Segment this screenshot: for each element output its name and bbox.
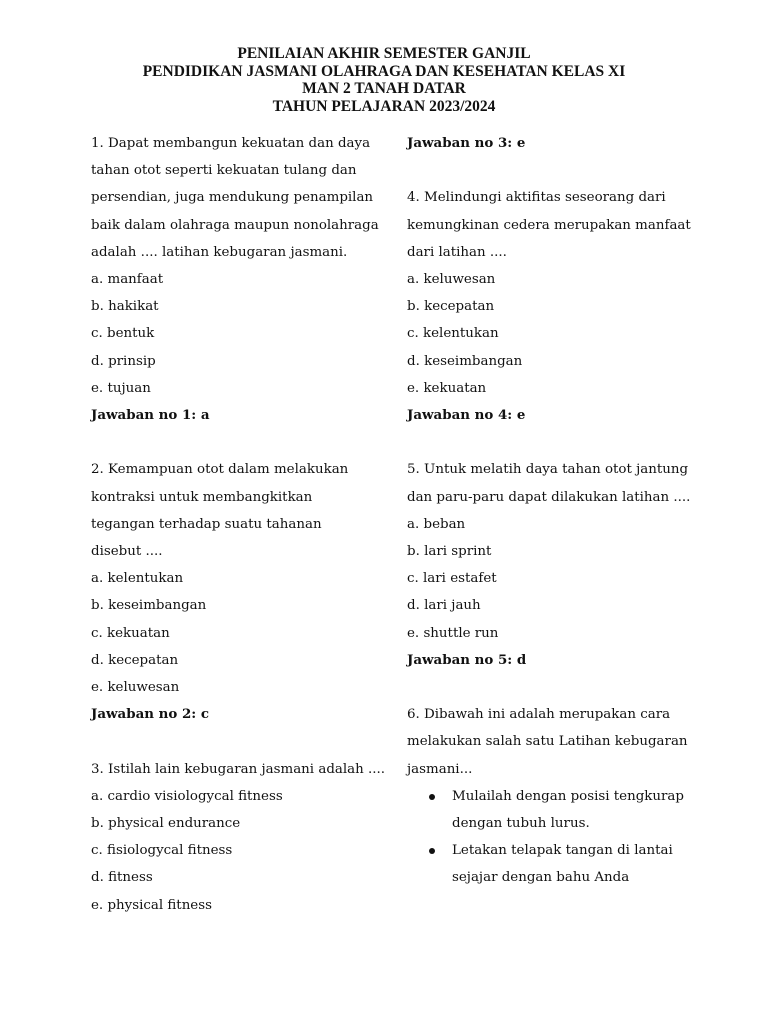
answer-option: b. keseimbangan	[91, 598, 207, 614]
question-text: jasmani...	[407, 761, 473, 777]
answer-key: Jawaban no 5: d	[407, 651, 527, 668]
answer-option: d. fitness	[91, 870, 153, 886]
header-subject: PENDIDIKAN JASMANI OLAHRAGA DAN KESEHATAN KELAS XI	[142, 62, 626, 80]
answer-option: b. lari sprint	[407, 544, 492, 560]
spacer	[91, 728, 391, 755]
question-text: 4. Melindungi aktifitas seseorang dari	[407, 190, 666, 206]
answer-option: a. manfaat	[91, 272, 164, 288]
answer-option: d. keseimbangan	[407, 353, 523, 369]
answer-option: e. shuttle run	[407, 625, 499, 641]
question-text: melakukan salah satu Latihan kebugaran	[407, 734, 688, 750]
answer-option: d. prinsip	[91, 353, 156, 369]
question-1	[91, 130, 391, 429]
answer-option: b. physical endurance	[91, 816, 241, 832]
header-year: TAHUN PELAJARAN 2023/2024	[272, 97, 496, 115]
left-column	[91, 130, 391, 919]
right-column	[407, 130, 707, 892]
question-text: dan paru-paru dapat dilakukan latihan ....	[407, 489, 691, 505]
step-text: dengan tubuh lurus.	[452, 816, 590, 832]
step-text: Mulailah dengan posisi tengkurap	[452, 788, 684, 804]
step-list	[407, 783, 707, 892]
answer-option: e. keluwesan	[91, 680, 180, 696]
spacer	[91, 429, 391, 456]
list-item	[407, 837, 707, 891]
spacer	[407, 674, 707, 701]
answer-key: Jawaban no 1: a	[91, 407, 210, 424]
answer-option: c. lari estafet	[407, 571, 497, 587]
answer-option: e. tujuan	[91, 380, 151, 396]
step-text: sejajar dengan bahu Anda	[452, 870, 630, 886]
question-2	[91, 456, 391, 728]
question-text: disebut ....	[91, 544, 163, 560]
document-header	[0, 45, 768, 115]
answer-option: d. kecepatan	[91, 652, 179, 668]
answer-option: a. kelentukan	[91, 571, 184, 587]
header-school: MAN 2 TANAH DATAR	[302, 80, 466, 97]
question-text: 1. Dapat membangun kekuatan dan daya	[91, 136, 371, 151]
answer-option: c. kelentukan	[407, 326, 499, 342]
header-title: PENILAIAN AKHIR SEMESTER GANJIL	[237, 45, 531, 62]
answer-key: Jawaban no 3: e	[407, 135, 526, 151]
question-text: kemungkinan cedera merupakan manfaat	[407, 217, 691, 233]
question-text: adalah .... latihan kebugaran jasmani.	[91, 244, 348, 260]
answer-option: a. beban	[407, 516, 466, 532]
answer-option: c. bentuk	[91, 326, 155, 342]
answer-option: b. hakikat	[91, 299, 159, 315]
bullet-icon	[429, 794, 435, 800]
answer-option: b. kecepatan	[407, 299, 495, 315]
spacer	[407, 429, 707, 456]
question-text: tahan otot seperti kekuatan tulang dan	[91, 163, 357, 179]
answer-option: d. lari jauh	[407, 598, 481, 614]
question-text: baik dalam olahraga maupun nonolahraga	[91, 217, 379, 233]
question-5	[407, 456, 707, 674]
question-6	[407, 701, 707, 891]
question-text: 2. Kemampuan otot dalam melakukan	[91, 462, 349, 478]
question-text: kontraksi untuk membangkitkan	[91, 489, 313, 505]
answer-option: c. fisiologycal fitness	[91, 843, 233, 859]
step-text: Letakan telapak tangan di lantai	[452, 843, 673, 859]
question-text: 3. Istilah lain kebugaran jasmani adalah ....	[91, 761, 386, 777]
question-text: tegangan terhadap suatu tahanan	[91, 516, 322, 532]
answer-option: e. kekuatan	[407, 380, 487, 396]
answer-key: Jawaban no 2: c	[91, 706, 210, 723]
question-text: persendian, juga mendukung penampilan	[91, 190, 374, 206]
spacer	[407, 157, 707, 184]
question-text: 5. Untuk melatih daya tahan otot jantung	[407, 462, 689, 478]
answer-key: Jawaban no 4: e	[407, 407, 526, 424]
question-text: 6. Dibawah ini adalah merupakan cara	[407, 707, 671, 723]
bullet-icon	[429, 848, 435, 854]
question-4	[407, 184, 707, 429]
answer-option: c. kekuatan	[91, 625, 170, 641]
list-item	[407, 783, 707, 837]
question-3	[91, 756, 391, 919]
question-text: dari latihan ....	[407, 244, 507, 260]
answer-option: e. physical fitness	[91, 897, 212, 913]
answer-option: a. cardio visiologycal fitness	[91, 788, 283, 804]
answer-option: a. keluwesan	[407, 272, 496, 287]
